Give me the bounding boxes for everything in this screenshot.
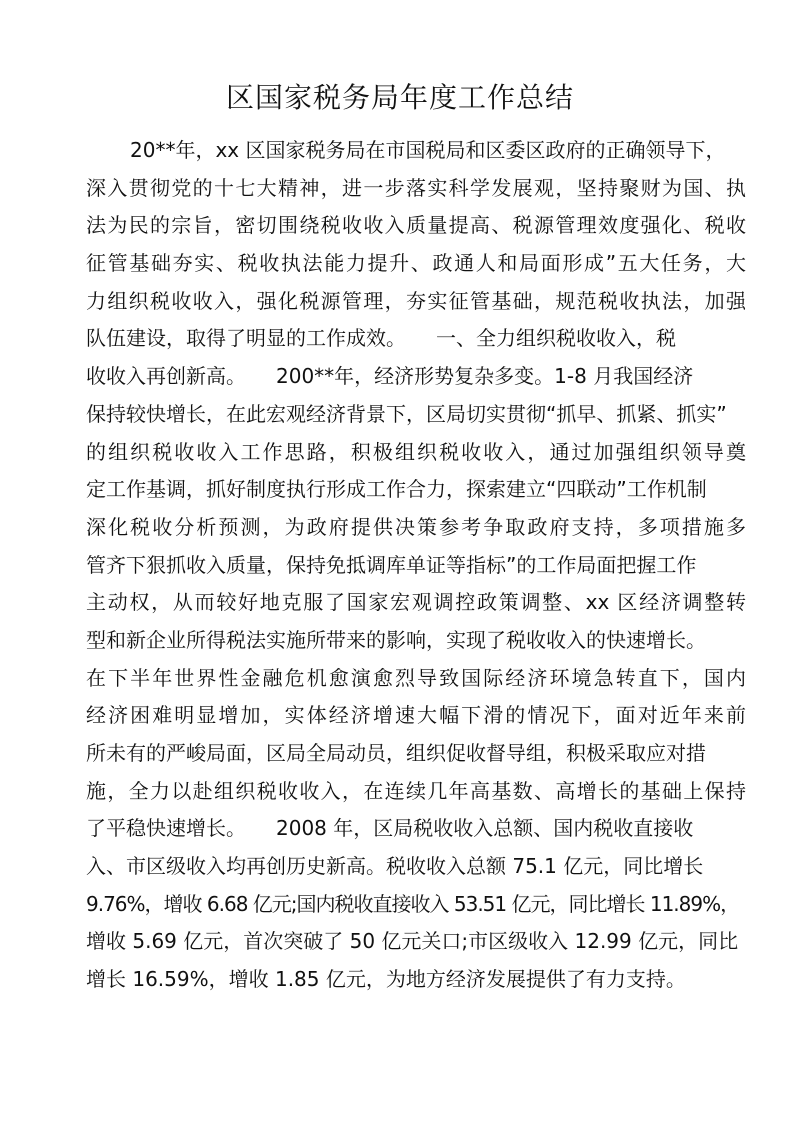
body-line: 收收入再创新高。 200**年，经济形势复杂多变。1-8 月我国经济	[86, 364, 694, 389]
body-line: 增长 16.59%，增收 1.85 亿元，为地方经济发展提供了有力支持。	[86, 967, 686, 992]
body-line: 20**年，xx 区国家税务局在市国税局和区委区政府的正确领导下，	[130, 138, 726, 162]
body-line: 了平稳快速增长。 2008 年，区局税收收入总额、国内税收直接收	[86, 816, 694, 841]
body-line: 所未有的严峻局面，区局全局动员，组织促收督导组，积极采取应对措	[86, 741, 706, 765]
body-line: 增收 5.69 亿元，首次突破了 50 亿元关口;市区级收入 12.99 亿元，同比	[86, 929, 739, 954]
body-line: 定工作基调，抓好制度执行形成工作合力，探索建立“四联动”工作机制	[86, 477, 707, 502]
body-line: 法为民的宗旨，密切围绕税收收入质量提高、税源管理效度强化、税收	[86, 213, 746, 238]
body-line: 队伍建设，取得了明显的工作成效。 一、全力组织税收收入，税	[86, 326, 676, 351]
body-line: 力组织税收收入，强化税源管理，夯实征管基础，规范税收执法，加强	[86, 288, 746, 313]
body-line: 施，全力以赴组织税收收入，在连续几年高基数、高增长的基础上保持	[86, 778, 746, 803]
body-line: 的组织税收收入工作思路，积极组织税收收入，通过加强组织领导奠	[86, 439, 746, 464]
body-line: 保持较快增长，在此宏观经济背景下，区局切实贯彻“抓早、抓紧、抓实”	[86, 401, 727, 426]
body-line: 深化税收分析预测，为政府提供决策参考争取政府支持，多项措施多	[86, 514, 746, 539]
body-line: 型和新企业所得税法实施所带来的影响，实现了税收收入的快速增长。	[86, 627, 706, 652]
body-line: 管齐下狠抓收入质量，保持免抵调库单证等指标”的工作局面把握工作	[86, 552, 697, 577]
body-line: 在下半年世界性金融危机愈演愈烈导致国际经济环境急转直下，国内	[86, 665, 746, 690]
body-line: 9.76%，增收 6.68 亿元;国内税收直接收入 53.51 亿元，同比增长 11.89%，	[86, 891, 740, 916]
body-line: 主动权，从而较好地克服了国家宏观调控政策调整、xx 区经济调整转	[86, 590, 746, 615]
document-title: 区国家税务局年度工作总结	[225, 81, 574, 114]
body-line: 征管基础夯实、税收执法能力提升、政通人和局面形成”五大任务，大	[86, 251, 746, 276]
document-body	[86, 132, 746, 999]
body-line: 入、市区级收入均再创历史新高。税收收入总额 75.1 亿元，同比增长	[86, 854, 704, 879]
body-line: 深入贯彻党的十七大精神，进一步落实科学发展观，坚持聚财为国、执	[86, 175, 746, 200]
body-line: 经济困难明显增加，实体经济增速大幅下滑的情况下，面对近年来前	[86, 703, 746, 728]
